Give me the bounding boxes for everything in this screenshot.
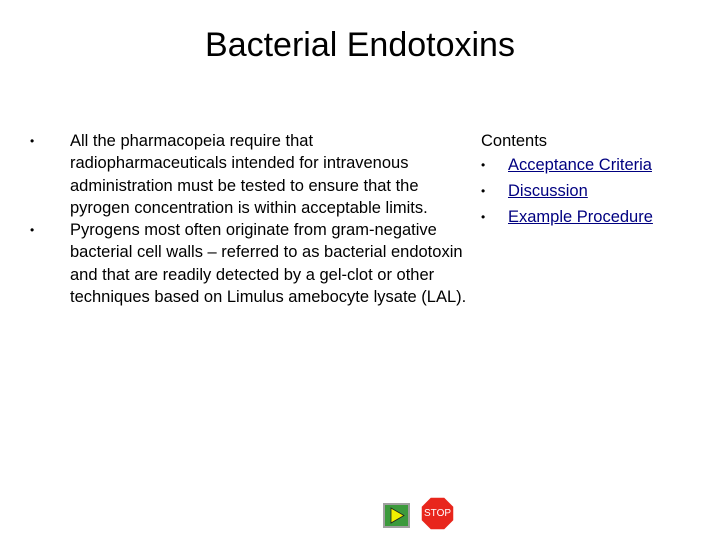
bullet-marker: •	[30, 134, 35, 148]
bullet-marker: •	[481, 158, 486, 172]
stop-button[interactable]	[420, 496, 455, 531]
bullet-text: Pyrogens most often originate from gram-negative bacterial cell walls – referred to as bacterial endotoxin and that are readily detected by a gel-clot or other techniques based on Limulus amebocyte lysate (LAL).	[70, 221, 467, 307]
contents-item-acceptance-criteria	[481, 152, 716, 178]
contents-heading: Contents	[481, 132, 548, 150]
contents-panel	[481, 130, 716, 230]
bullet-marker: •	[481, 210, 486, 224]
acceptance-criteria-link[interactable]: Acceptance Criteria	[508, 156, 652, 174]
bullet-item	[30, 219, 470, 308]
bullet-marker: •	[30, 223, 35, 238]
contents-list	[481, 152, 716, 230]
contents-item-discussion	[481, 178, 716, 204]
play-arrow-icon	[385, 505, 408, 526]
discussion-link[interactable]: Discussion	[508, 182, 588, 200]
contents-item-example-procedure	[481, 204, 716, 230]
bullet-list	[30, 130, 470, 308]
bullet-item	[30, 130, 470, 219]
bullet-marker: •	[481, 184, 486, 198]
next-slide-button[interactable]	[383, 503, 410, 528]
example-procedure-link[interactable]: Example Procedure	[508, 208, 653, 226]
slide-title: Bacterial Endotoxins	[205, 26, 515, 64]
bullet-text: All the pharmacopeia require that radiopharmaceuticals intended for intravenous administration must be tested to ensure that the pyrogen concentration is within acceptable limits.	[70, 132, 428, 217]
stop-label: STOP	[423, 508, 452, 519]
